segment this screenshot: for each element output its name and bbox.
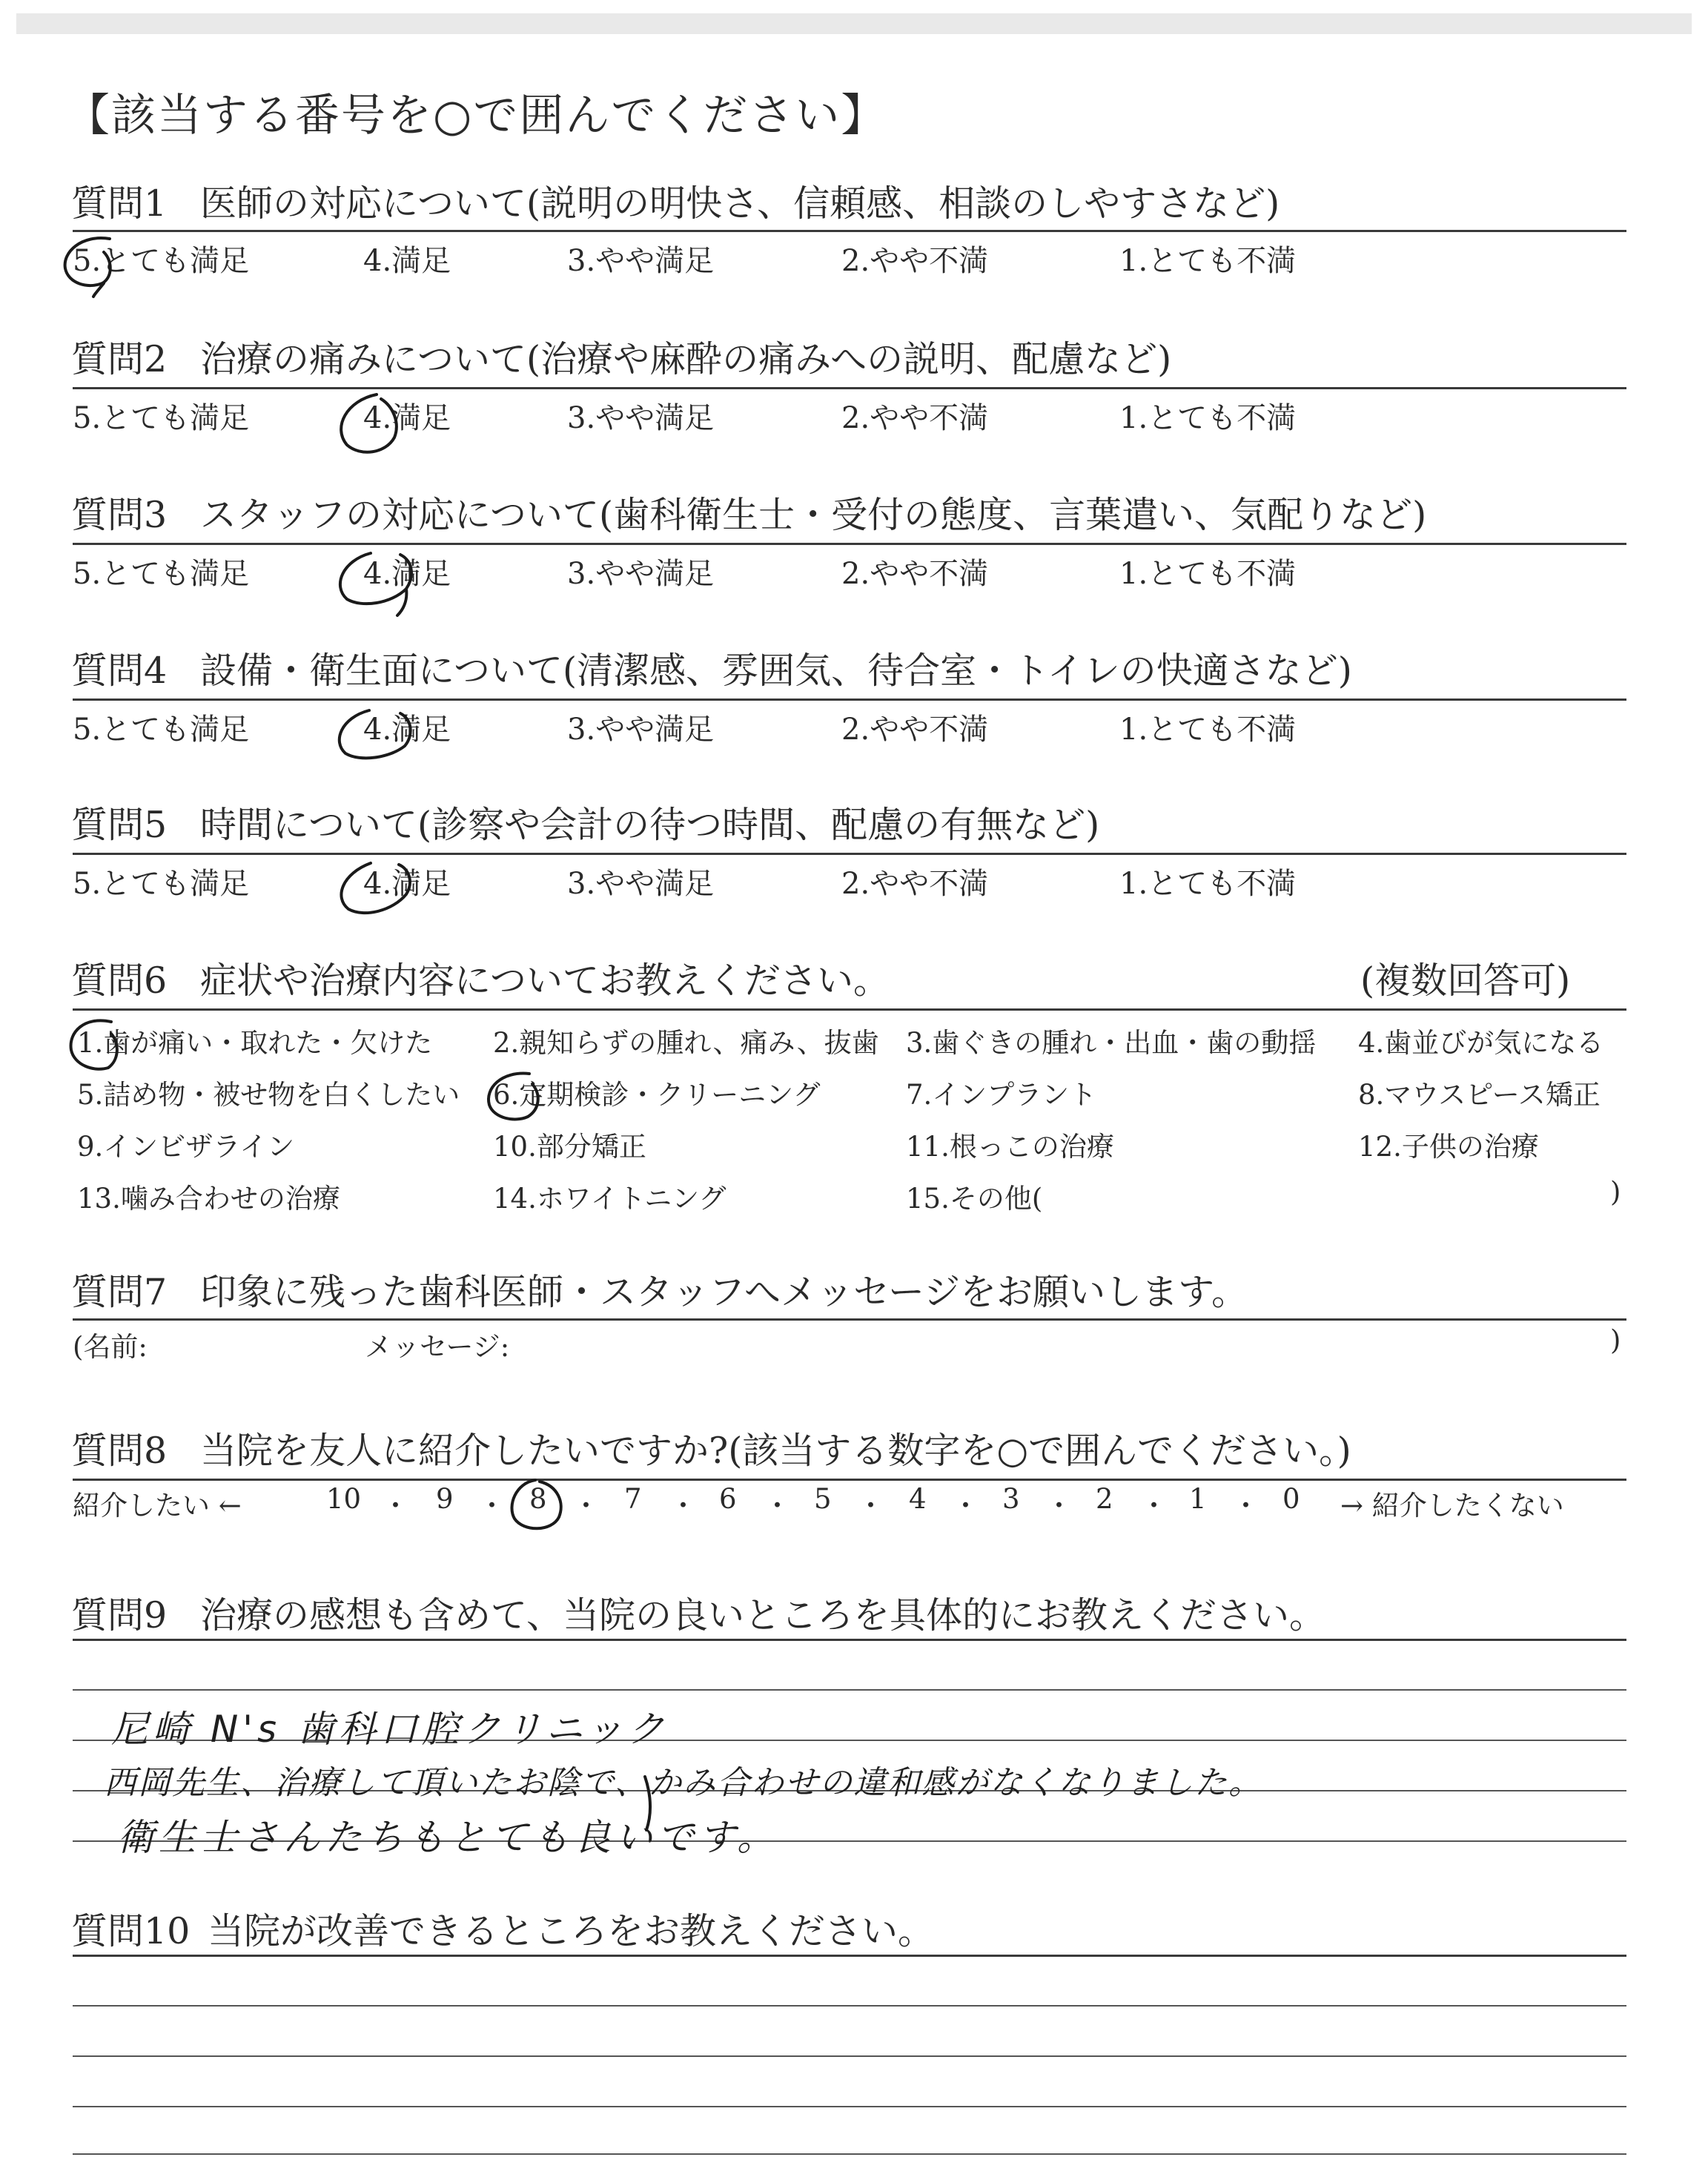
q8-score-2[interactable]: 2: [1096, 1483, 1113, 1515]
q6-option-1[interactable]: 1.歯が痛い・取れた・欠けた: [77, 1027, 433, 1059]
q8-separator: ・: [1045, 1490, 1073, 1522]
q3-option-1[interactable]: 1.とても不満: [1119, 557, 1297, 591]
q4-option-1[interactable]: 1.とても不満: [1119, 713, 1297, 747]
q8-score-1[interactable]: 1: [1189, 1483, 1207, 1515]
q6-option-1-circle: [71, 1020, 117, 1069]
q7-text: 印象に残った歯科医師・スタッフへメッセージをお願いします。: [200, 1271, 1248, 1313]
q6-note: (複数回答可): [1360, 960, 1571, 1002]
q1-option-2[interactable]: 2.やや不満: [841, 244, 989, 278]
q6-option-6-circle: [489, 1074, 538, 1120]
q6-option-5[interactable]: 5.詰め物・被せ物を白くしたい: [77, 1079, 460, 1111]
q6-option-9[interactable]: 9.インビザライン: [77, 1131, 295, 1163]
q5-label: 質問5: [71, 804, 168, 846]
q3-label: 質問3: [71, 494, 168, 536]
q5-option-1[interactable]: 1.とても不満: [1119, 867, 1297, 901]
q8-label: 質問8: [71, 1430, 168, 1472]
q3-option-5[interactable]: 5.とても満足: [73, 557, 250, 591]
q5-option-3[interactable]: 3.やや満足: [567, 867, 715, 901]
q6-label: 質問6: [71, 960, 168, 1002]
q1-text: 医師の対応について(説明の明快さ、信頼感、相談のしやすさなど): [200, 182, 1280, 225]
q9-text: 治療の感想も含めて、当院の良いところを具体的にお教えください。: [200, 1594, 1326, 1636]
q6-option-6[interactable]: 6.定期検診・クリーニング: [493, 1079, 821, 1111]
q2-text: 治療の痛みについて(治療や麻酔の痛みへの説明、配慮など): [200, 338, 1172, 380]
q8-score-4[interactable]: 4: [909, 1483, 927, 1515]
q8-text: 当院を友人に紹介したいですか?(該当する数字を○で囲んでください。): [200, 1430, 1351, 1472]
q3-option-3[interactable]: 3.やや満足: [567, 557, 715, 591]
q7-label: 質問7: [71, 1271, 168, 1313]
q8-score-0[interactable]: 0: [1282, 1483, 1300, 1515]
q4-option-3[interactable]: 3.やや満足: [567, 713, 715, 747]
q6-option-7[interactable]: 7.インプラント: [906, 1079, 1097, 1111]
q1-option-3[interactable]: 3.やや満足: [567, 244, 715, 278]
q6-option-4[interactable]: 4.歯並びが気になる: [1358, 1027, 1604, 1059]
q8-score-8[interactable]: 8: [529, 1483, 547, 1515]
q4-selection-circle: [340, 710, 411, 758]
q9-answer-line-1: 尼崎 N's 歯科口腔クリニック: [111, 1708, 669, 1751]
q10-text: 当院が改善できるところをお教えください。: [208, 1910, 935, 1952]
q6-other-close-paren: ): [1610, 1176, 1621, 1208]
q6-option-10[interactable]: 10.部分矯正: [493, 1131, 646, 1163]
q2-option-3[interactable]: 3.やや満足: [567, 401, 715, 435]
q7-name-label[interactable]: (名前:: [73, 1331, 148, 1363]
q8-separator: ・: [764, 1490, 791, 1522]
q8-separator: ・: [1140, 1490, 1168, 1522]
q1-label: 質問1: [71, 182, 168, 225]
q3-option-4[interactable]: 4.満足: [363, 557, 451, 591]
q8-separator: ・: [1232, 1490, 1260, 1522]
q8-separator: ・: [382, 1490, 409, 1522]
q9-answer-line-2: 西岡先生、治療して頂いたお陰で、かみ合わせの違和感がなくなりました。: [104, 1764, 1263, 1802]
q10-label: 質問10: [71, 1910, 191, 1952]
q4-label: 質問4: [71, 650, 168, 692]
q5-selection-circle: [341, 863, 410, 913]
q3-text: スタッフの対応について(歯科衛生士・受付の態度、言葉遣い、気配りなど): [200, 494, 1427, 536]
q1-selection-circle: [65, 238, 110, 297]
q8-score-5[interactable]: 5: [814, 1483, 832, 1515]
q4-option-2[interactable]: 2.やや不満: [841, 713, 989, 747]
q9-label: 質問9: [71, 1594, 168, 1636]
q8-score-3[interactable]: 3: [1002, 1483, 1020, 1515]
q5-option-2[interactable]: 2.やや不満: [841, 867, 989, 901]
q8-score-9[interactable]: 9: [436, 1483, 454, 1515]
q8-score-10[interactable]: 10: [326, 1483, 362, 1515]
q1-option-5[interactable]: 5.とても満足: [73, 244, 250, 278]
q6-option-15[interactable]: 15.その他(: [906, 1183, 1043, 1215]
q8-score-6[interactable]: 6: [719, 1483, 737, 1515]
q8-score-7[interactable]: 7: [624, 1483, 642, 1515]
q4-option-4[interactable]: 4.満足: [363, 713, 451, 747]
q6-option-2[interactable]: 2.親知らずの腫れ、痛み、抜歯: [493, 1027, 879, 1059]
q1-option-1[interactable]: 1.とても不満: [1119, 244, 1297, 278]
q6-text: 症状や治療内容についてお教えください。: [200, 960, 890, 1002]
q5-option-5[interactable]: 5.とても満足: [73, 867, 250, 901]
q2-selection-circle: [341, 394, 397, 452]
q5-text: 時間について(診察や会計の待つ時間、配慮の有無など): [200, 804, 1100, 846]
q8-selection-circle: [512, 1480, 560, 1528]
q6-option-8[interactable]: 8.マウスピース矯正: [1358, 1079, 1601, 1111]
q6-option-11[interactable]: 11.根っこの治療: [906, 1131, 1114, 1163]
q6-option-12[interactable]: 12.子供の治療: [1358, 1131, 1539, 1163]
q6-option-13[interactable]: 13.噛み合わせの治療: [77, 1183, 340, 1215]
q4-option-5[interactable]: 5.とても満足: [73, 713, 250, 747]
q2-option-5[interactable]: 5.とても満足: [73, 401, 250, 435]
q6-option-14[interactable]: 14.ホワイトニング: [493, 1183, 726, 1215]
q8-separator: ・: [572, 1490, 600, 1522]
q8-separator: ・: [669, 1490, 697, 1522]
q8-separator: ・: [952, 1490, 979, 1522]
q2-label: 質問2: [71, 338, 168, 380]
q1-option-4[interactable]: 4.満足: [363, 244, 451, 278]
q2-option-4[interactable]: 4.満足: [363, 401, 451, 435]
q2-option-2[interactable]: 2.やや不満: [841, 401, 989, 435]
q7-message-label[interactable]: メッセージ:: [365, 1331, 510, 1363]
page-heading: 【該当する番号を○で囲んでください】: [65, 90, 887, 142]
q3-option-2[interactable]: 2.やや不満: [841, 557, 989, 591]
q8-separator: ・: [857, 1490, 884, 1522]
q9-answer-line-3: 衛生士さんたちもとても良いです。: [117, 1816, 778, 1859]
q4-text: 設備・衛生面について(清潔感、雰囲気、待合室・トイレの快適さなど): [200, 650, 1352, 692]
q7-close-paren: ): [1610, 1324, 1621, 1356]
q6-option-3[interactable]: 3.歯ぐきの腫れ・出血・歯の動揺: [906, 1027, 1317, 1059]
q8-right-label: → 紹介したくない: [1340, 1490, 1564, 1522]
q2-option-1[interactable]: 1.とても不満: [1119, 401, 1297, 435]
q8-left-label: 紹介したい ←: [73, 1490, 242, 1522]
q5-option-4[interactable]: 4.満足: [363, 867, 451, 901]
q9-answer-underline-stroke: [645, 1777, 650, 1830]
q3-selection-circle: [340, 553, 411, 615]
q8-separator: ・: [478, 1490, 506, 1522]
